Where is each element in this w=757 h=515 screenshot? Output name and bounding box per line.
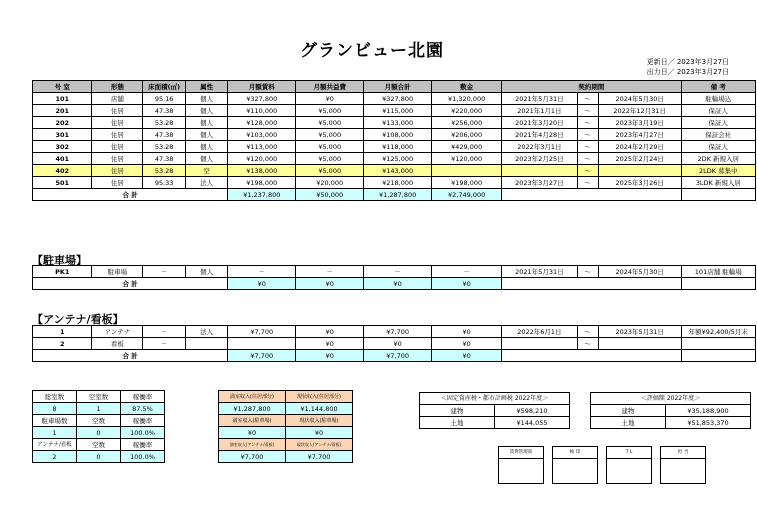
output-date: 出力日／ 2023年3月27日 bbox=[646, 68, 729, 76]
cell-rent: ¥7,700 bbox=[228, 326, 296, 338]
cell-common: ¥5,000 bbox=[296, 165, 364, 177]
sum-deposit: ¥2,749,000 bbox=[432, 189, 502, 201]
cell-common: ¥5,000 bbox=[296, 129, 364, 141]
cell-tilde: ～ bbox=[577, 338, 598, 350]
cell-deposit bbox=[432, 165, 502, 177]
occ-h1-2: 稼働率 bbox=[121, 391, 165, 403]
cell-area: 53.28 bbox=[143, 165, 185, 177]
cell-attr: 個人 bbox=[185, 129, 227, 141]
valuation-table bbox=[590, 392, 751, 429]
table-row bbox=[33, 153, 756, 165]
valuation-header: ＜評価額 2022年度＞ bbox=[591, 393, 751, 405]
parking-room: PK1 bbox=[33, 266, 92, 278]
cell-total: ¥133,000 bbox=[364, 117, 432, 129]
parking-heading: 【駐車場】 bbox=[32, 254, 87, 267]
parking-sum-total: ¥0 bbox=[364, 278, 432, 290]
cell-room: 501 bbox=[33, 177, 92, 189]
occupancy-table bbox=[32, 390, 165, 463]
cell-note: 保証人 bbox=[681, 117, 755, 129]
cell-tilde: ～ bbox=[577, 117, 598, 129]
inc-v2-1: ¥0 bbox=[286, 427, 353, 439]
cell-common: ¥5,000 bbox=[296, 141, 364, 153]
cell-note: 保証人 bbox=[681, 105, 755, 117]
cell-end: 2023年5月31日 bbox=[598, 326, 681, 338]
cell-note bbox=[681, 338, 755, 350]
cell-deposit: ¥256,000 bbox=[432, 117, 502, 129]
cell-room: 301 bbox=[33, 129, 92, 141]
stamp-box bbox=[607, 459, 652, 484]
table-row bbox=[33, 177, 756, 189]
cell-note: 年額¥92,400/5月末 bbox=[681, 326, 755, 338]
sum-label: 合 計 bbox=[33, 189, 228, 201]
inc-h2-1: 現状収入(駐車場) bbox=[286, 415, 353, 427]
val-label-land: 土地 bbox=[591, 417, 666, 429]
antenna-table bbox=[32, 325, 756, 362]
cell-room: 1 bbox=[33, 326, 92, 338]
cell-area: 95.33 bbox=[143, 177, 185, 189]
col-note: 備 考 bbox=[681, 81, 755, 93]
cell-type: 看板 bbox=[92, 338, 143, 350]
inc-h1-1: 現状収入(住居部分) bbox=[286, 391, 353, 403]
cell-tilde: ～ bbox=[577, 153, 598, 165]
parking-deposit: － bbox=[432, 266, 502, 278]
cell-area: － bbox=[143, 338, 185, 350]
col-total: 月額合計 bbox=[364, 81, 432, 93]
tax-table bbox=[419, 392, 570, 429]
cell-end: 2022年12月31日 bbox=[598, 105, 681, 117]
stamp-box bbox=[661, 459, 706, 484]
cell-note: 3LDK 新規入居 bbox=[681, 177, 755, 189]
cell-end: 2024年2月29日 bbox=[598, 141, 681, 153]
cell-type: 住居 bbox=[92, 129, 143, 141]
cell-room: 2 bbox=[33, 338, 92, 350]
cell-tilde: ～ bbox=[577, 165, 598, 177]
col-attr: 属性 bbox=[185, 81, 227, 93]
parking-sum-row bbox=[33, 278, 756, 290]
tax-value-building: ¥598,210 bbox=[495, 405, 570, 417]
cell-note: 保証会社 bbox=[681, 129, 755, 141]
table-row bbox=[33, 165, 756, 177]
parking-type: 駐車場 bbox=[92, 266, 143, 278]
val-value-land: ¥51,853,370 bbox=[666, 417, 751, 429]
col-type: 形態 bbox=[92, 81, 143, 93]
parking-sum-label: 合 計 bbox=[33, 278, 228, 290]
col-area: 床面積(㎡) bbox=[143, 81, 185, 93]
page-title: グランビュー北園 bbox=[300, 41, 444, 61]
table-row bbox=[33, 326, 756, 338]
cell-end: 2025年3月26日 bbox=[598, 177, 681, 189]
cell-common: ¥0 bbox=[296, 93, 364, 105]
cell-area: 53.28 bbox=[143, 141, 185, 153]
inc-v3-0: ¥7,700 bbox=[219, 451, 286, 463]
parking-total: － bbox=[364, 266, 432, 278]
stamp-box bbox=[499, 459, 544, 484]
parking-start: 2021年5月31日 bbox=[502, 266, 577, 278]
cell-total: ¥108,000 bbox=[364, 129, 432, 141]
cell-common: ¥0 bbox=[296, 326, 364, 338]
cell-deposit: ¥0 bbox=[432, 326, 502, 338]
cell-end: 2025年2月24日 bbox=[598, 153, 681, 165]
cell-rent: ¥138,000 bbox=[228, 165, 296, 177]
col-common: 月額共益費 bbox=[296, 81, 364, 93]
cell-deposit: ¥206,000 bbox=[432, 129, 502, 141]
parking-area: － bbox=[143, 266, 185, 278]
inc-h2-0: 満室収入(駐車場) bbox=[219, 415, 286, 427]
cell-type: 住居 bbox=[92, 105, 143, 117]
inc-v1-1: ¥1,144,800 bbox=[286, 403, 353, 415]
occ-h1-1: 空室数 bbox=[77, 391, 121, 403]
cell-start: 2022年3月1日 bbox=[502, 141, 577, 153]
table-row bbox=[33, 105, 756, 117]
tax-label-land: 土地 bbox=[420, 417, 495, 429]
col-deposit: 敷金 bbox=[432, 81, 502, 93]
rooms-table bbox=[32, 80, 756, 201]
cell-total: ¥118,000 bbox=[364, 141, 432, 153]
cell-attr: 空 bbox=[185, 165, 227, 177]
cell-area: 53.28 bbox=[143, 117, 185, 129]
cell-room: 302 bbox=[33, 141, 92, 153]
cell-deposit: ¥198,000 bbox=[432, 177, 502, 189]
cell-room: 402 bbox=[33, 165, 92, 177]
cell-total: ¥7,700 bbox=[364, 326, 432, 338]
cell-tilde: ～ bbox=[577, 93, 598, 105]
cell-area: 47.38 bbox=[143, 153, 185, 165]
cell-type: 住居 bbox=[92, 165, 143, 177]
table-row bbox=[33, 117, 756, 129]
cell-area: － bbox=[143, 326, 185, 338]
col-period: 契約期間 bbox=[502, 81, 681, 93]
occ-v2-0: 1 bbox=[33, 427, 77, 439]
parking-note: 101店舗 駐輪場 bbox=[681, 266, 755, 278]
cell-start: 2021年5月31日 bbox=[502, 93, 577, 105]
col-rent: 月額賃料 bbox=[228, 81, 296, 93]
parking-sum-rent: ¥0 bbox=[228, 278, 296, 290]
cell-start: 2023年2月25日 bbox=[502, 153, 577, 165]
cell-tilde: ～ bbox=[577, 105, 598, 117]
occ-h2-2: 稼働率 bbox=[121, 415, 165, 427]
stamp-box bbox=[553, 459, 598, 484]
cell-end: 2023年4月27日 bbox=[598, 129, 681, 141]
rooms-sum-row bbox=[33, 189, 756, 201]
cell-type: 住居 bbox=[92, 141, 143, 153]
cell-tilde: ～ bbox=[577, 129, 598, 141]
stamp-label-1: 検 印 bbox=[553, 447, 598, 459]
table-row bbox=[33, 129, 756, 141]
cell-start: 2021年3月20日 bbox=[502, 117, 577, 129]
antenna-sum-row bbox=[33, 350, 756, 362]
parking-row bbox=[33, 266, 756, 278]
cell-end: 2023年3月19日 bbox=[598, 117, 681, 129]
cell-type: 住居 bbox=[92, 117, 143, 129]
cell-common: ¥5,000 bbox=[296, 117, 364, 129]
parking-rent: － bbox=[228, 266, 296, 278]
cell-area: 47.38 bbox=[143, 129, 185, 141]
occ-v1-2: 87.5% bbox=[121, 403, 165, 415]
cell-attr: 法人 bbox=[185, 177, 227, 189]
occ-v3-0: 2 bbox=[33, 451, 77, 463]
occ-h2-1: 空数 bbox=[77, 415, 121, 427]
stamp-label-0: 賃貸管理部 bbox=[499, 447, 544, 459]
tax-value-land: ¥144,055 bbox=[495, 417, 570, 429]
cell-attr: 個人 bbox=[185, 93, 227, 105]
parking-end: 2024年5月30日 bbox=[598, 266, 681, 278]
occ-v3-2: 100.0% bbox=[121, 451, 165, 463]
parking-table bbox=[32, 265, 756, 290]
sum-total: ¥1,287,800 bbox=[364, 189, 432, 201]
occ-v1-1: 1 bbox=[77, 403, 121, 415]
tax-label-building: 建物 bbox=[420, 405, 495, 417]
inc-v3-1: ¥7,700 bbox=[286, 451, 353, 463]
inc-v2-0: ¥0 bbox=[219, 427, 286, 439]
parking-sum-common: ¥0 bbox=[296, 278, 364, 290]
cell-end: 2024年5月30日 bbox=[598, 93, 681, 105]
parking-common: － bbox=[296, 266, 364, 278]
stamp-boxes bbox=[498, 446, 706, 484]
cell-area: 47.38 bbox=[143, 105, 185, 117]
antenna-heading: 【アンテナ/看板】 bbox=[32, 313, 124, 326]
cell-start bbox=[502, 165, 577, 177]
cell-total: ¥218,000 bbox=[364, 177, 432, 189]
table-row bbox=[33, 141, 756, 153]
cell-total: ¥327,800 bbox=[364, 93, 432, 105]
cell-rent: ¥198,000 bbox=[228, 177, 296, 189]
updated-date: 更新日／ 2023年3月27日 bbox=[646, 58, 729, 66]
cell-rent: ¥327,800 bbox=[228, 93, 296, 105]
occ-h3-2: 稼働率 bbox=[121, 439, 165, 451]
cell-area: 95.16 bbox=[143, 93, 185, 105]
sum-common: ¥50,000 bbox=[296, 189, 364, 201]
cell-attr: 個人 bbox=[185, 153, 227, 165]
sum-rent: ¥1,237,800 bbox=[228, 189, 296, 201]
cell-common: ¥5,000 bbox=[296, 153, 364, 165]
cell-tilde: ～ bbox=[577, 141, 598, 153]
val-label-building: 建物 bbox=[591, 405, 666, 417]
cell-note: 2DK 新規入居 bbox=[681, 153, 755, 165]
cell-type: 住居 bbox=[92, 153, 143, 165]
cell-common: ¥20,000 bbox=[296, 177, 364, 189]
antenna-sum-deposit: ¥0 bbox=[432, 350, 502, 362]
cell-note: 駐輪場込 bbox=[681, 93, 755, 105]
cell-common: ¥5,000 bbox=[296, 105, 364, 117]
cell-room: 202 bbox=[33, 117, 92, 129]
cell-deposit: ¥1,320,000 bbox=[432, 93, 502, 105]
cell-rent: ¥120,000 bbox=[228, 153, 296, 165]
stamp-label-2: T L bbox=[607, 447, 652, 459]
val-value-building: ¥35,188,900 bbox=[666, 405, 751, 417]
cell-note: 2LDK 募集中 bbox=[681, 165, 755, 177]
cell-start: 2021年4月28日 bbox=[502, 129, 577, 141]
occ-v3-1: 0 bbox=[77, 451, 121, 463]
cell-common: ¥0 bbox=[296, 338, 364, 350]
cell-tilde: ～ bbox=[577, 326, 598, 338]
occ-h3-0: アンテナ/看板 bbox=[33, 439, 77, 451]
col-room: 号 室 bbox=[33, 81, 92, 93]
table-row bbox=[33, 93, 756, 105]
table-row bbox=[33, 338, 756, 350]
antenna-sum-total: ¥7,700 bbox=[364, 350, 432, 362]
inc-h3-1: 現状収入(アンテナ/看板) bbox=[286, 439, 353, 451]
cell-attr: 個人 bbox=[185, 141, 227, 153]
cell-rent: ¥113,000 bbox=[228, 141, 296, 153]
cell-type: アンテナ bbox=[92, 326, 143, 338]
stamp-label-3: 担 当 bbox=[661, 447, 706, 459]
inc-h1-0: 満室収入(住居部分) bbox=[219, 391, 286, 403]
cell-room: 401 bbox=[33, 153, 92, 165]
cell-attr bbox=[185, 338, 227, 350]
cell-deposit: ¥220,000 bbox=[432, 105, 502, 117]
antenna-sum-common: ¥0 bbox=[296, 350, 364, 362]
cell-attr: 個人 bbox=[185, 105, 227, 117]
cell-type: 店舗 bbox=[92, 93, 143, 105]
inc-v1-0: ¥1,287,800 bbox=[219, 403, 286, 415]
tax-header: ＜固定資産税・都市計画税 2022年度＞ bbox=[420, 393, 570, 405]
cell-room: 101 bbox=[33, 93, 92, 105]
cell-total: ¥143,000 bbox=[364, 165, 432, 177]
cell-start: 2023年3月27日 bbox=[502, 177, 577, 189]
occ-h3-1: 空数 bbox=[77, 439, 121, 451]
cell-end bbox=[598, 165, 681, 177]
cell-start bbox=[502, 338, 577, 350]
cell-note: 保証人 bbox=[681, 141, 755, 153]
antenna-sum-label: 合 計 bbox=[33, 350, 228, 362]
occ-v2-1: 0 bbox=[77, 427, 121, 439]
cell-tilde: ～ bbox=[577, 177, 598, 189]
cell-start: 2022年6月1日 bbox=[502, 326, 577, 338]
income-table bbox=[218, 390, 353, 463]
antenna-sum-rent: ¥7,700 bbox=[228, 350, 296, 362]
occ-h2-0: 駐車場数 bbox=[33, 415, 77, 427]
cell-rent: ¥128,000 bbox=[228, 117, 296, 129]
cell-rent: ¥110,000 bbox=[228, 105, 296, 117]
cell-rent: ¥103,000 bbox=[228, 129, 296, 141]
parking-attr: 個人 bbox=[185, 266, 227, 278]
cell-total: ¥0 bbox=[364, 338, 432, 350]
cell-attr: 個人 bbox=[185, 117, 227, 129]
inc-h3-0: 満室収入(アンテナ/看板) bbox=[219, 439, 286, 451]
cell-room: 201 bbox=[33, 105, 92, 117]
cell-deposit: ¥120,000 bbox=[432, 153, 502, 165]
cell-total: ¥125,000 bbox=[364, 153, 432, 165]
cell-rent bbox=[228, 338, 296, 350]
occ-v2-2: 100.0% bbox=[121, 427, 165, 439]
occ-v1-0: 8 bbox=[33, 403, 77, 415]
cell-deposit: ¥429,000 bbox=[432, 141, 502, 153]
cell-attr: 法人 bbox=[185, 326, 227, 338]
cell-deposit: ¥0 bbox=[432, 338, 502, 350]
cell-end bbox=[598, 338, 681, 350]
cell-type: 住居 bbox=[92, 177, 143, 189]
cell-total: ¥115,000 bbox=[364, 105, 432, 117]
cell-start: 2021年1月1日 bbox=[502, 105, 577, 117]
rooms-header-row bbox=[33, 81, 756, 93]
occ-h1-0: 総室数 bbox=[33, 391, 77, 403]
parking-sum-deposit: ¥0 bbox=[432, 278, 502, 290]
parking-tilde: ～ bbox=[577, 266, 598, 278]
date-block bbox=[647, 57, 729, 77]
